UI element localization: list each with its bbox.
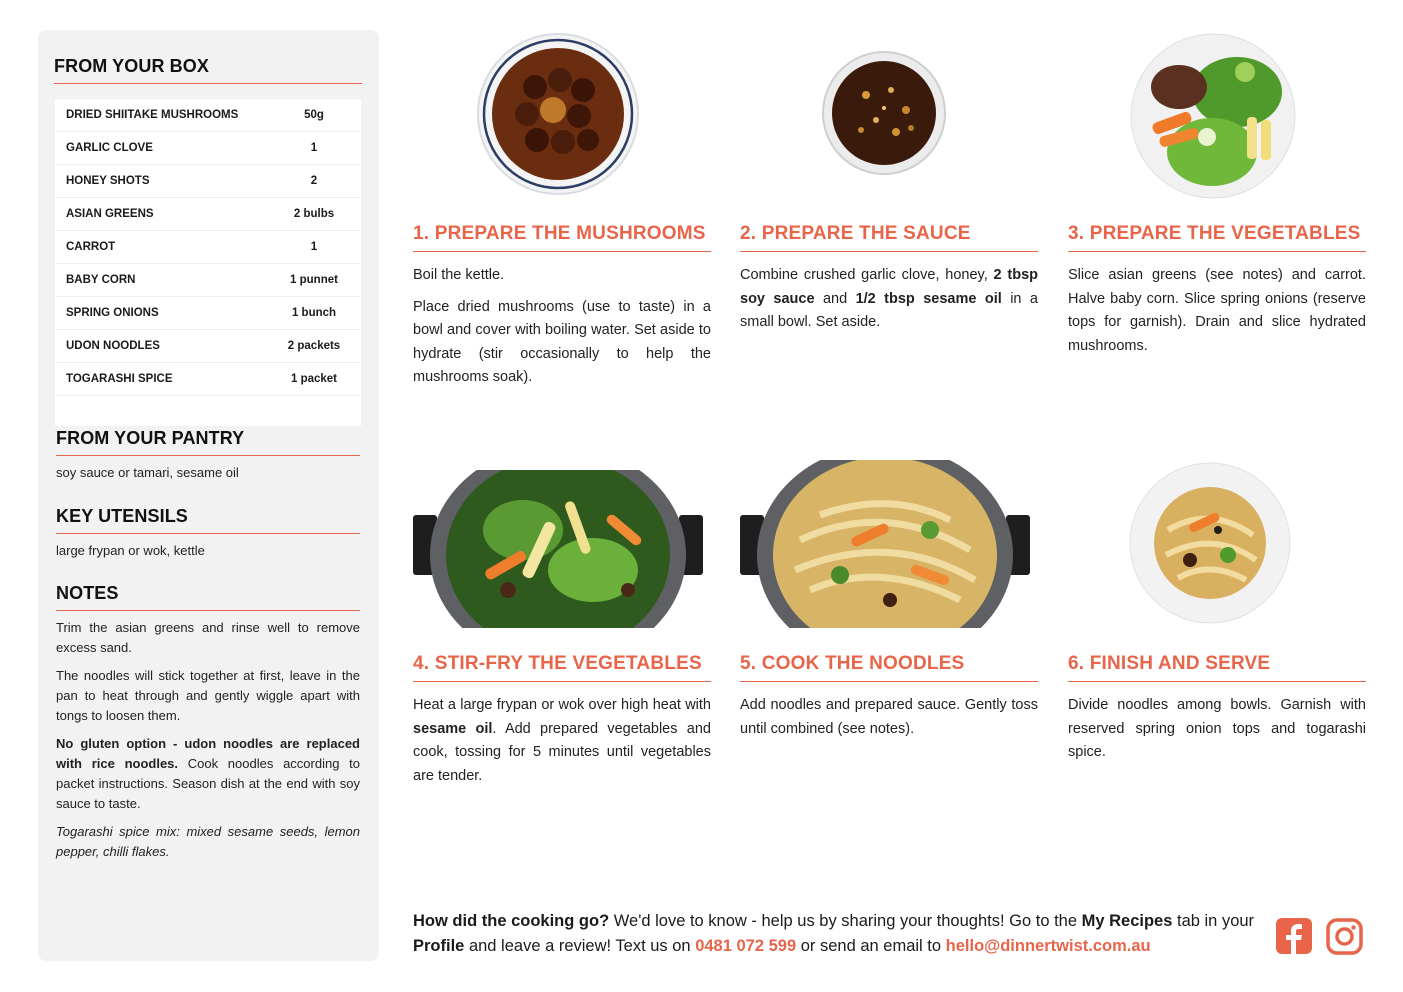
step-1-body — [413, 264, 711, 390]
ingredient-name: BABY CORN — [55, 264, 267, 297]
table-row — [55, 231, 361, 264]
served-bowl-photo — [1128, 460, 1292, 626]
my-recipes-label: My Recipes — [1081, 912, 1173, 930]
note-paragraph — [56, 734, 360, 814]
step-4-body — [413, 694, 711, 788]
ingredient-name: GARLIC CLOVE — [55, 132, 267, 165]
instagram-icon[interactable] — [1326, 918, 1363, 955]
ingredient-qty: 1 — [267, 132, 361, 165]
step-4-text: . Add prepared vegetables and cook, tossing for 5 minutes until vegetables are tender. — [413, 720, 711, 784]
profile-label: Profile — [413, 937, 465, 955]
table-row — [55, 165, 361, 198]
ingredient-qty: 50g — [267, 99, 361, 132]
pantry-text: soy sauce or tamari, sesame oil — [56, 465, 239, 480]
footer-bold: How did the cooking go? — [413, 912, 610, 930]
pantry-title: FROM YOUR PANTRY — [56, 428, 360, 456]
table-row — [55, 330, 361, 363]
ingredient-name: DRIED SHIITAKE MUSHROOMS — [55, 99, 267, 132]
ingredient-qty: 1 punnet — [267, 264, 361, 297]
step-2-bold: 2 tbsp soy sauce — [740, 267, 1039, 307]
noodles-pan-photo — [740, 460, 1030, 628]
ingredient-qty: 1 bunch — [267, 297, 361, 330]
ingredient-name: CARROT — [55, 231, 267, 264]
footer-text: tab in your — [1172, 912, 1255, 930]
ingredient-qty: 2 — [267, 165, 361, 198]
step-2 — [740, 223, 1038, 343]
vegetables-plate-photo — [1127, 32, 1299, 200]
ingredient-qty: 1 packet — [267, 363, 361, 396]
footer-text: and leave a review! Text us on — [464, 937, 696, 955]
feedback-footer — [413, 909, 1263, 959]
table-row — [55, 99, 361, 132]
table-row — [55, 297, 361, 330]
step-6-title: 6. FINISH AND SERVE — [1068, 653, 1366, 682]
note-gluten-text: Cook noodles according to packet instructions. Season dish at the end with soy sauce to taste. — [56, 756, 360, 811]
facebook-icon[interactable] — [1276, 918, 1312, 954]
sidebar — [38, 30, 379, 961]
step-3-body — [1068, 264, 1366, 358]
step-3-title: 3. PREPARE THE VEGETABLES — [1068, 223, 1366, 252]
utensils-text: large frypan or wok, kettle — [56, 543, 205, 558]
step-2-body — [740, 264, 1038, 335]
note-paragraph: Trim the asian greens and rinse well to remove excess sand. — [56, 620, 360, 655]
sauce-bowl-photo — [821, 50, 947, 176]
step-3 — [1068, 223, 1366, 366]
step-2-text: Combine crushed garlic clove, honey, — [740, 267, 994, 283]
table-row — [55, 198, 361, 231]
notes-title: NOTES — [56, 583, 360, 611]
step-5-body — [740, 694, 1038, 741]
ingredient-name: SPRING ONIONS — [55, 297, 267, 330]
step-1-paragraph: Boil the kettle. — [413, 267, 505, 283]
ingredient-qty: 1 — [267, 231, 361, 264]
step-2-text: in a small bowl. Set aside. — [740, 290, 1038, 330]
step-1-title: 1. PREPARE THE MUSHROOMS — [413, 223, 711, 252]
table-row — [55, 132, 361, 165]
step-1 — [413, 223, 711, 398]
table-spacer-row — [55, 396, 361, 427]
step-5-title: 5. COOK THE NOODLES — [740, 653, 1038, 682]
mushrooms-bowl-photo — [475, 32, 641, 196]
ingredients-table — [55, 99, 361, 426]
step-4-text: Heat a large frypan or wok over high heat with — [413, 697, 711, 713]
step-3-paragraph: Slice asian greens (see notes) and carrot. Halve baby corn. Slice spring onions (reserve tops for garnish). Drain and slice hydrated mushrooms. — [1068, 267, 1366, 354]
stir-fry-pan-photo — [413, 460, 703, 628]
step-6 — [1068, 653, 1366, 773]
step-4-title: 4. STIR-FRY THE VEGETABLES — [413, 653, 711, 682]
step-1-paragraph: Place dried mushrooms (use to taste) in a bowl and cover with boiling water. Set aside to hydrate (stir occasionally to help the mushrooms soak). — [413, 298, 711, 385]
phone-link[interactable]: 0481 072 599 — [695, 937, 797, 955]
step-2-bold: 1/2 tbsp sesame oil — [855, 290, 1002, 307]
step-5-paragraph: Add noodles and prepared sauce. Gently toss until combined (see notes). — [740, 697, 1038, 737]
step-6-paragraph: Divide noodles among bowls. Garnish with reserved spring onion tops and togarashi spice. — [1068, 697, 1366, 760]
note-paragraph: Togarashi spice mix: mixed sesame seeds, lemon pepper, chilli flakes. — [56, 824, 360, 859]
ingredient-name: HONEY SHOTS — [55, 165, 267, 198]
box-title: FROM YOUR BOX — [54, 56, 362, 84]
footer-text: We'd love to know - help us by sharing your thoughts! Go to the — [609, 912, 1082, 930]
ingredient-name: ASIAN GREENS — [55, 198, 267, 231]
table-row — [55, 363, 361, 396]
step-5 — [740, 653, 1038, 749]
footer-text: or send an email to — [796, 937, 946, 955]
ingredient-name: TOGARASHI SPICE — [55, 363, 267, 396]
note-gluten-bold: No gluten option - udon noodles are replaced with rice noodles. — [56, 736, 360, 771]
notes-body — [56, 618, 360, 870]
email-link[interactable]: hello@dinnertwist.com.au — [945, 937, 1151, 955]
table-row — [55, 264, 361, 297]
step-4-bold: sesame oil — [413, 720, 493, 737]
ingredient-name: UDON NOODLES — [55, 330, 267, 363]
utensils-title: KEY UTENSILS — [56, 506, 360, 534]
note-paragraph: The noodles will stick together at first, leave in the pan to heat through and gently wiggle apart with tongs to loosen them. — [56, 668, 360, 723]
step-2-title: 2. PREPARE THE SAUCE — [740, 223, 1038, 252]
step-4 — [413, 653, 711, 796]
ingredient-qty: 2 packets — [267, 330, 361, 363]
step-2-text: and — [814, 290, 856, 307]
step-6-body — [1068, 694, 1366, 765]
ingredient-qty: 2 bulbs — [267, 198, 361, 231]
